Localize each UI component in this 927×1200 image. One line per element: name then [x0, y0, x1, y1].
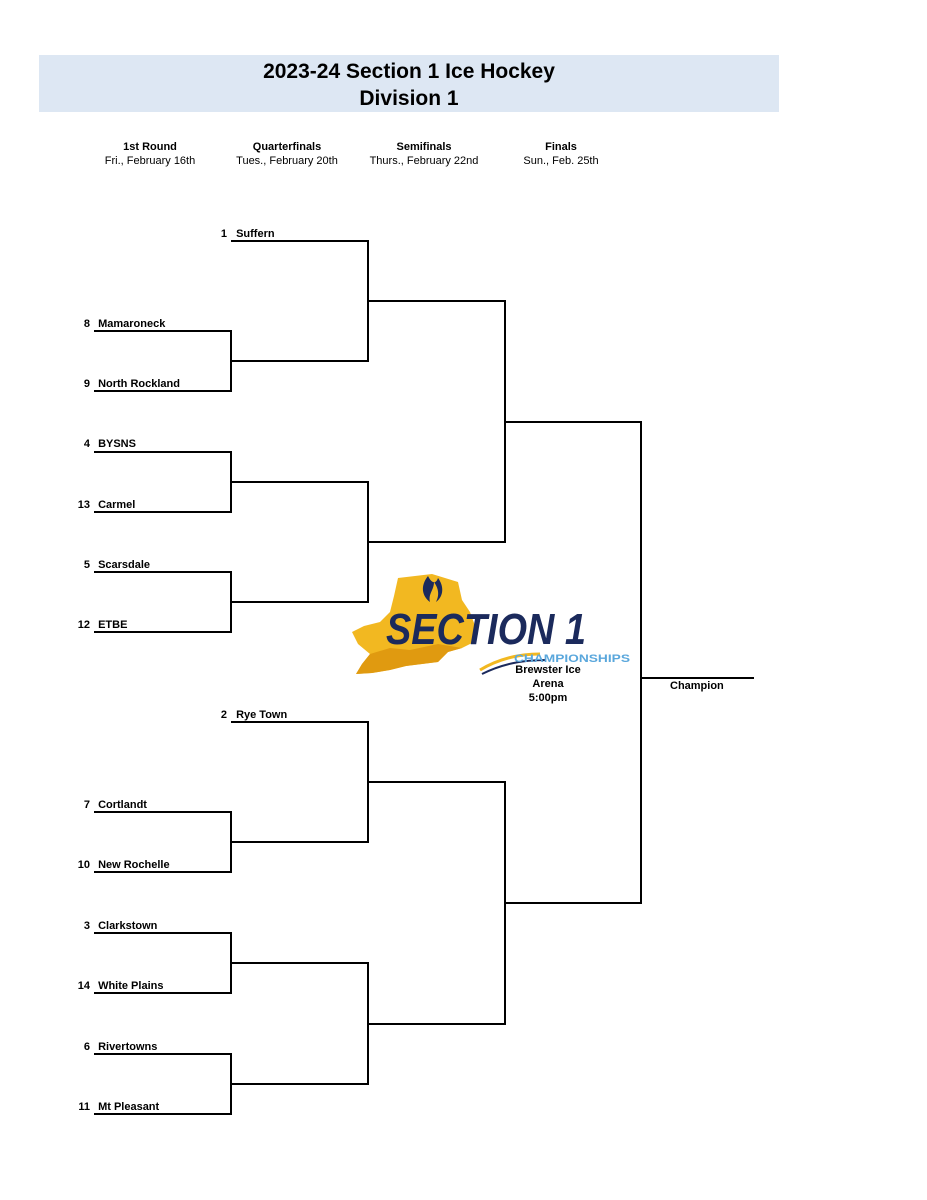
round-date: Thurs., February 22nd — [369, 155, 479, 167]
logo-subtitle: CHAMPIONSHIPS — [514, 653, 630, 665]
logo-wordmark: SECTION 1 — [386, 605, 586, 654]
venue-name: Brewster Ice Arena — [515, 664, 581, 690]
round-name: 1st Round — [123, 141, 177, 153]
bracket-line-suffern — [231, 241, 368, 361]
team-scarsdale — [72, 559, 150, 572]
bracket-line-qf-4 — [231, 963, 368, 1084]
team-name: Scarsdale — [98, 559, 151, 571]
team-name: Mamaroneck — [98, 318, 166, 330]
team-seed: 1 — [220, 228, 227, 240]
team-seed: 5 — [83, 559, 90, 571]
final-venue-info — [500, 663, 596, 705]
team-seed: 4 — [83, 438, 90, 450]
team-white-plains — [72, 980, 163, 993]
bracket-line-sf-bottom — [368, 782, 505, 1024]
team-rye-town — [210, 709, 287, 722]
team-name: Mt Pleasant — [98, 1101, 160, 1113]
team-suffern — [210, 228, 275, 241]
game-time: 5:00pm — [528, 692, 568, 704]
page-title: 2023-24 Section 1 Ice Hockey — [263, 60, 555, 83]
team-name: Clarkstown — [98, 920, 158, 932]
team-etbe — [72, 619, 127, 632]
team-name: ETBE — [98, 619, 128, 631]
round-name: Finals — [545, 141, 577, 153]
team-north-rockland — [72, 378, 180, 391]
bracket-line-qf-2 — [231, 482, 368, 602]
team-seed: 13 — [77, 499, 90, 511]
team-seed: 14 — [77, 980, 90, 992]
team-seed: 11 — [78, 1101, 90, 1113]
team-name: North Rockland — [98, 378, 180, 390]
bracket-line-sf-top — [368, 301, 505, 542]
champion-label: Champion — [670, 680, 724, 692]
team-clarkstown — [72, 920, 157, 933]
team-seed: 2 — [220, 709, 227, 721]
team-seed: 7 — [83, 799, 90, 811]
team-seed: 8 — [83, 318, 90, 330]
team-new-rochelle — [72, 859, 170, 872]
division-title: Division 1 — [359, 87, 459, 110]
team-cortlandt — [72, 799, 147, 812]
team-seed: 10 — [77, 859, 90, 871]
team-name: BYSNS — [98, 438, 136, 450]
section-1-championships-logo — [350, 572, 640, 677]
team-seed: 12 — [77, 619, 90, 631]
team-name: Cortlandt — [98, 799, 147, 811]
team-name: New Rochelle — [98, 859, 170, 871]
team-name: Rivertowns — [98, 1041, 158, 1053]
team-mt-pleasant — [72, 1101, 159, 1114]
team-name: Rye Town — [236, 709, 288, 721]
team-name: Carmel — [98, 499, 136, 511]
team-seed: 3 — [83, 920, 90, 932]
team-name: White Plains — [98, 980, 164, 992]
round-date: Fri., February 16th — [104, 155, 196, 167]
team-rivertowns — [72, 1041, 157, 1054]
team-seed: 6 — [83, 1041, 90, 1053]
team-mamaroneck — [72, 318, 165, 331]
round-date: Tues., February 20th — [236, 155, 338, 167]
team-carmel — [72, 499, 135, 512]
team-seed: 9 — [83, 378, 90, 390]
round-name: Quarterfinals — [252, 141, 322, 153]
round-name: Semifinals — [396, 141, 452, 153]
bracket-line-rye-town — [231, 722, 368, 842]
team-bysns — [72, 438, 136, 451]
team-name: Suffern — [236, 228, 275, 240]
round-date: Sun., Feb. 25th — [523, 155, 599, 167]
